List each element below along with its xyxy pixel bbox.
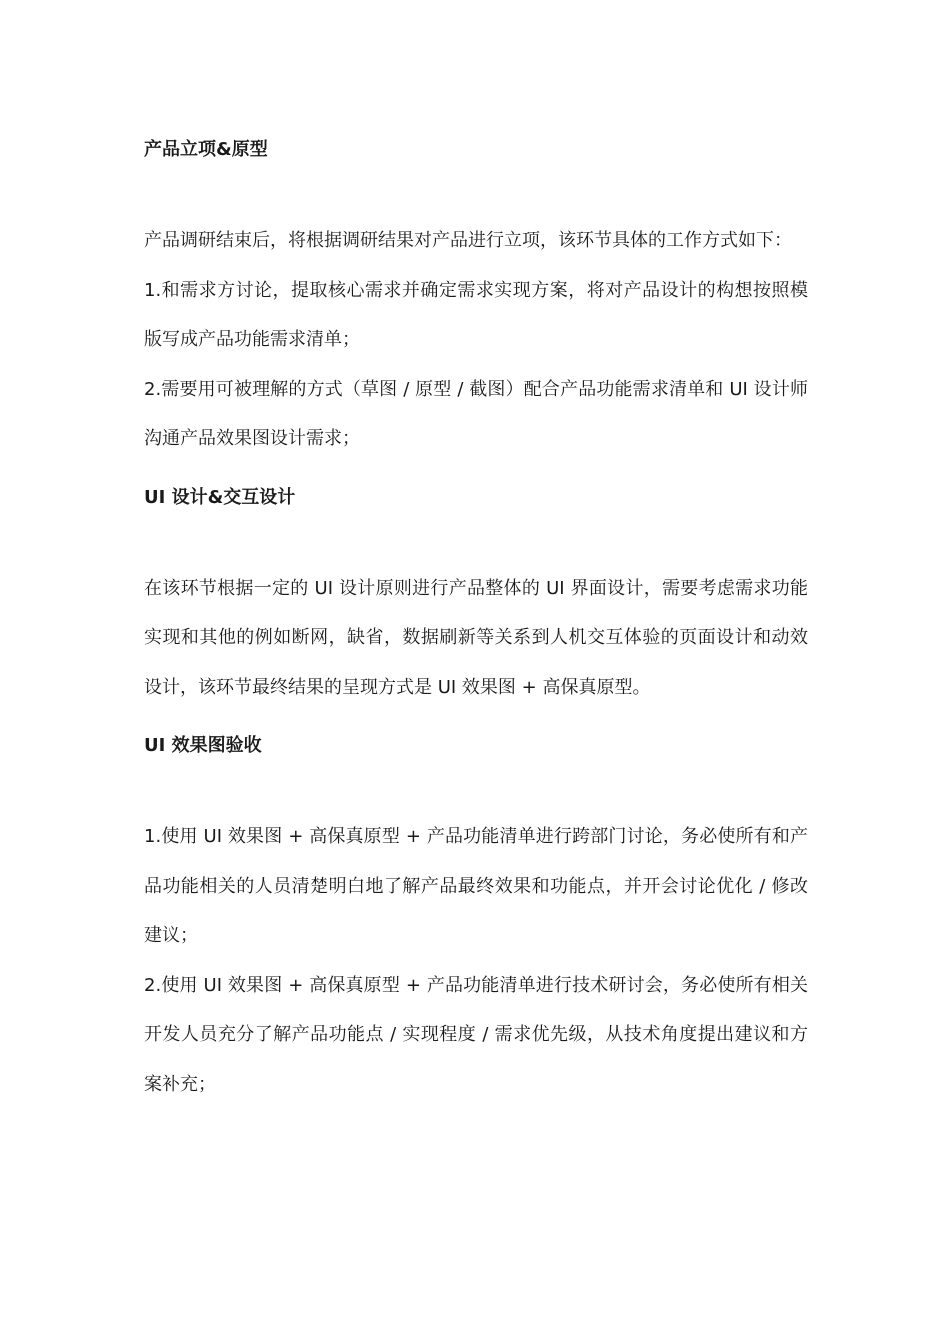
spacer xyxy=(144,520,808,564)
spacer xyxy=(144,768,808,812)
section-heading-project-prototype: 产品立项&原型 xyxy=(144,139,268,160)
paragraph: 2.使用 UI 效果图 + 高保真原型 + 产品功能清单进行技术研讨会，务必使所有相关开发人员充分了解产品功能点 / 实现程度 / 需求优先级，从技术角度提出建议和方案补充； xyxy=(144,974,808,1095)
paragraph: 在该环节根据一定的 UI 设计原则进行产品整体的 UI 界面设计，需要考虑需求功能实现和其他的例如断网，缺省，数据刷新等关系到人机交互体验的页面设计和动效设计，该环节最终结果的呈现方式是 UI 效果图 + 高保真原型。 xyxy=(144,577,808,698)
paragraph: 2.需要用可被理解的方式（草图 / 原型 / 截图）配合产品功能需求清单和 UI 设计师沟通产品效果图设计需求； xyxy=(144,378,808,449)
spacer xyxy=(144,464,808,476)
paragraph: 1.使用 UI 效果图 + 高保真原型 + 产品功能清单进行跨部门讨论，务必使所有和产品功能相关的人员清楚明白地了解产品最终效果和功能点，并开会讨论优化 / 修改建议； xyxy=(144,826,808,946)
spacer xyxy=(144,172,808,216)
document-body xyxy=(144,128,808,1109)
section-heading-ui-acceptance: UI 效果图验收 xyxy=(144,735,262,756)
paragraph: 产品调研结束后，将根据调研结果对产品进行立项，该环节具体的工作方式如下： xyxy=(144,230,792,251)
paragraph: 1.和需求方讨论，提取核心需求并确定需求实现方案，将对产品设计的构想按照模版写成产品功能需求清单； xyxy=(144,279,808,350)
spacer xyxy=(144,712,808,724)
section-heading-ui-interaction-design: UI 设计&交互设计 xyxy=(144,486,296,508)
